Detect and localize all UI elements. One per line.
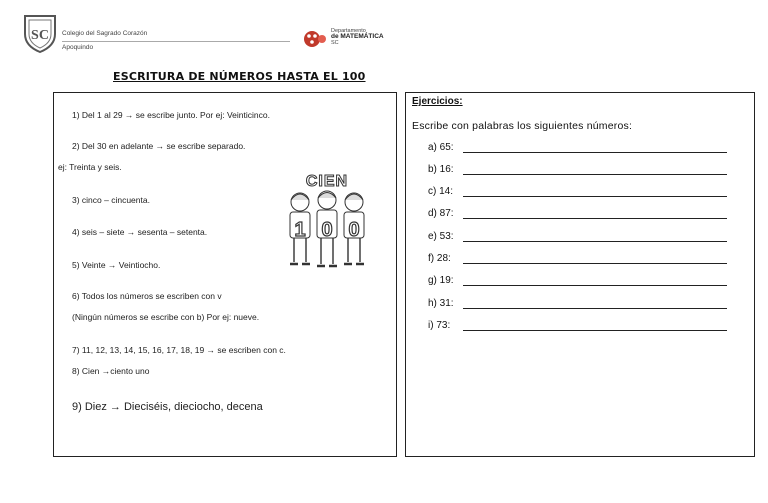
cien-title: CIEN [305,173,349,190]
rule-9: 9) Diez → Dieciséis, dieciocho, decena [72,401,263,413]
exercise-label: c) 14: [428,186,454,197]
exercise-label: d) 87: [428,208,454,219]
school-subtitle: Apoquindo [62,44,94,51]
exercise-label: e) 53: [428,231,454,242]
rule-5: 5) Veinte → Veintiocho. [72,260,161,270]
exercises-instruction: Escribe con palabras los siguientes números: [412,120,633,132]
rule-6: 6) Todos los números se escriben con v [72,291,222,301]
answer-line[interactable] [463,152,727,153]
rule-8: 8) Cien →ciento uno [72,366,150,376]
rule-2-example: ej: Treinta y seis. [58,162,122,172]
answer-line[interactable] [463,241,727,242]
answer-line[interactable] [463,263,727,264]
answer-line[interactable] [463,285,727,286]
rule-3: 3) cinco – cincuenta. [72,195,150,205]
exercise-label: f) 28: [428,253,451,264]
rule-7: 7) 11, 12, 13, 14, 15, 16, 17, 18, 19 → se escriben con c. [72,345,286,355]
exercise-label: b) 16: [428,164,454,175]
exercises-box [405,92,755,457]
answer-line[interactable] [463,330,727,331]
rule-4: 4) seis – siete → sesenta – setenta. [72,227,208,237]
school-name: Colegio del Sagrado Corazón [62,30,148,37]
answer-line[interactable] [463,308,727,309]
exercise-label: h) 31: [428,298,454,309]
logo-letters: SC [31,28,49,43]
header-divider [62,41,290,42]
answer-line[interactable] [463,174,727,175]
rule-1: 1) Del 1 al 29 → se escribe junto. Por ej: Veinticinco. [72,110,270,120]
math-dept-logo [302,27,328,51]
exercise-label: i) 73: [428,320,451,331]
page-title: ESCRITURA DE NÚMEROS HASTA EL 100 [113,70,366,83]
digit-1: 1 [294,219,306,241]
math-dept-name: Departamento de MATEMÁTICA SC [331,28,384,46]
digit-3: 0 [348,219,360,241]
digit-2: 0 [321,219,333,241]
school-logo [22,12,58,54]
answer-line[interactable] [463,196,727,197]
exercises-heading: Ejercicios: [412,96,463,107]
rule-2: 2) Del 30 en adelante → se escribe separado. [72,141,246,151]
rule-6-note: (Ningún números se escribe con b) Por ej: nueve. [72,312,260,322]
answer-line[interactable] [463,218,727,219]
exercise-label: a) 65: [428,142,454,153]
exercise-label: g) 19: [428,275,454,286]
cien-illustration [278,170,376,274]
